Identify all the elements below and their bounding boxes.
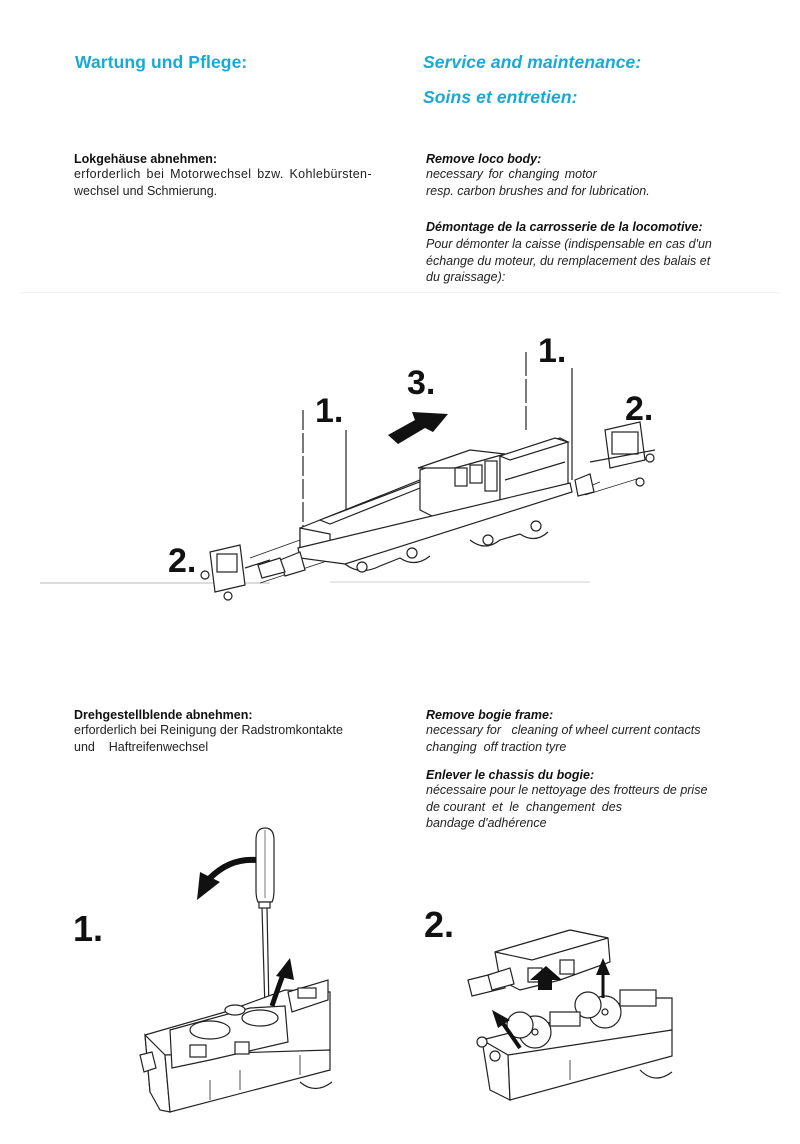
bogie-figure-step1 [60, 820, 400, 1144]
scan-line-artifact [20, 292, 780, 293]
section2-french [426, 768, 776, 832]
section1-french-heading: Démontage de la carrosserie de la locomotive: [426, 220, 703, 234]
section2-german-heading: Drehgestellblende abnehmen: [74, 708, 253, 722]
section1-german-body [74, 166, 404, 199]
section1-english-body [426, 166, 766, 199]
text-line: necessary for changing motor [426, 167, 597, 181]
title-german: Wartung und Pflege: [75, 52, 248, 72]
text-line: erforderlich bei Motorwechsel bzw. Kohlebürsten- [74, 167, 372, 181]
section2-german-body [74, 722, 404, 755]
section2-french-body [426, 782, 776, 832]
section1-french-body [426, 236, 776, 286]
step-label-2-right: 2. [625, 390, 654, 428]
section2-german [74, 708, 404, 755]
step-label-2-left: 2. [168, 542, 197, 580]
locomotive-drawing [0, 320, 800, 620]
title-english: Service and maintenance: [423, 52, 642, 72]
screwdriver-drawing [60, 820, 400, 1144]
section2-english-heading: Remove bogie frame: [426, 708, 554, 722]
step-label-2: 2. [424, 904, 455, 945]
text-line: de courant et le changement des [426, 799, 622, 814]
section1-english [426, 152, 766, 199]
section2-english [426, 708, 776, 755]
section1-french [426, 220, 776, 286]
locomotive-figure [0, 320, 800, 620]
text-line: necessary for cleaning of wheel current contacts [426, 723, 701, 737]
section1-german [74, 152, 404, 199]
text-line: resp. carbon brushes and for lubrication. [426, 183, 650, 198]
section2-english-body [426, 722, 776, 755]
text-line: échange du moteur, du remplacement des balais et [426, 253, 711, 268]
title-french: Soins et entretien: [423, 87, 578, 107]
step3-arrow-icon [388, 412, 448, 444]
section2-french-heading: Enlever le chassis du bogie: [426, 768, 595, 782]
text-line: erforderlich bei Reinigung der Radstromkontakte [74, 723, 343, 737]
text-line: changing off traction tyre [426, 739, 567, 754]
step-label-1-left: 1. [315, 392, 344, 430]
text-line: Pour démonter la caisse (indispensable en cas d'un [426, 237, 712, 251]
text-line: wechsel und Schmierung. [74, 183, 218, 198]
text-line: bandage d'adhérence [426, 816, 547, 830]
section1-german-heading: Lokgehäuse abnehmen: [74, 152, 218, 166]
rotate-arrow-icon [210, 860, 256, 878]
text-line: und Haftreifenwechsel [74, 739, 209, 754]
step-label-3: 3. [407, 364, 436, 402]
step-label-1: 1. [73, 908, 104, 949]
section1-english-heading: Remove loco body: [426, 152, 542, 166]
text-line: du graissage): [426, 270, 506, 284]
step-label-1-right: 1. [538, 332, 567, 370]
bogie-frame-drawing [410, 880, 710, 1144]
bogie-figure-step2 [410, 880, 710, 1144]
text-line: nécessaire pour le nettoyage des frotteurs de prise [426, 783, 708, 797]
